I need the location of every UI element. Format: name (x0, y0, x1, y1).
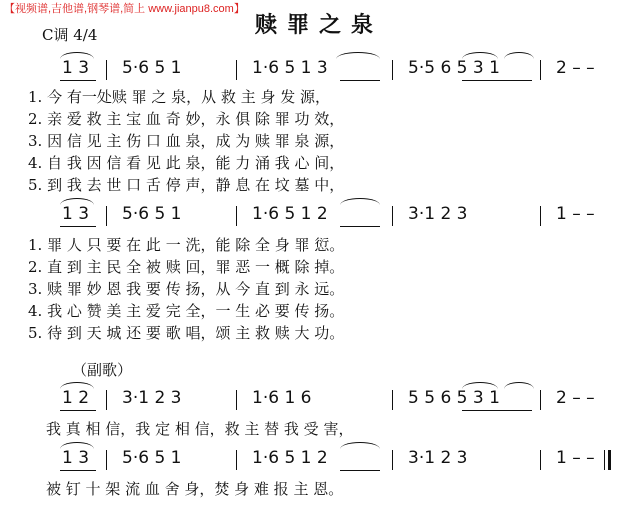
verse-line: 3. 赎 罪 妙 恩 我 要 传 扬，从 今 直 到 永 远。 (28, 280, 345, 298)
chorus-lyric-2: 被 钉 十 架 流 血 舍 身，焚 身 难 报 主 恩。 (46, 480, 344, 498)
note-group: 1 3 (62, 58, 90, 78)
song-title: 赎罪之泉 (255, 13, 384, 38)
verse-line: 2. 亲 爱 救 主 宝 血 奇 妙，永 俱 除 罪 功 效， (28, 110, 345, 128)
note-group: 5·6 5 1 (122, 448, 182, 468)
note-group: 5·6 5 1 (122, 204, 182, 224)
note-group: 1·6 5 1 2 (252, 204, 328, 224)
note-group: 1 3 (62, 204, 90, 224)
note-group: 2 – – (556, 388, 595, 408)
note-group: 3·1 2 3 (408, 448, 468, 468)
note-group: 5·5 6 5 3 1 (408, 58, 500, 78)
verse-line: 5. 到 我 去 世 口 舌 停 声，静 息 在 坟 墓 中， (28, 176, 345, 194)
note-group: 5·6 5 1 (122, 58, 182, 78)
verse-line: 4. 我 心 赞 美 主 爱 完 全，一 生 必 要 传 扬。 (28, 302, 345, 320)
note-group: 1 3 (62, 448, 90, 468)
verse-line: 2. 直 到 主 民 全 被 赎 回，罪 恶 一 概 除 掉。 (28, 258, 345, 276)
note-group: 3·1 2 3 (122, 388, 182, 408)
source-watermark: 【视频谱,吉他谱,钢琴谱,简上 www.jianpu8.com】 (4, 3, 245, 15)
note-group: 1·6 5 1 2 (252, 448, 328, 468)
note-group: 3·1 2 3 (408, 204, 468, 224)
note-group: 1 – – (556, 448, 595, 468)
key-signature: C调 4/4 (42, 26, 98, 44)
verse-line: 4. 自 我 因 信 看 见 此 泉，能 力 涌 我 心 间， (28, 154, 345, 172)
note-group: 1 2 (62, 388, 90, 408)
verse-line: 3. 因 信 见 主 伤 口 血 泉，成 为 赎 罪 泉 源， (28, 132, 345, 150)
note-group: 1 – – (556, 204, 595, 224)
chorus-label: （副歌） (72, 361, 133, 379)
verse-line: 1. 罪 人 只 要 在 此 一 洗，能 除 全 身 罪 愆。 (28, 236, 345, 254)
chorus-lyric-1: 我 真 相 信，我 定 相 信，救 主 替 我 受 害， (46, 420, 354, 438)
note-group: 1·6 1 6 (252, 388, 312, 408)
note-group: 5 5 6 5 3 1 (408, 388, 500, 408)
verse-line: 5. 待 到 天 城 还 要 歌 唱，颂 主 救 赎 大 功。 (28, 324, 345, 342)
note-group: 2 – – (556, 58, 595, 78)
note-group: 1·6 5 1 3 (252, 58, 328, 78)
verse-line: 1. 今 有一处赎 罪 之 泉，从 救 主 身 发 源， (28, 88, 331, 106)
